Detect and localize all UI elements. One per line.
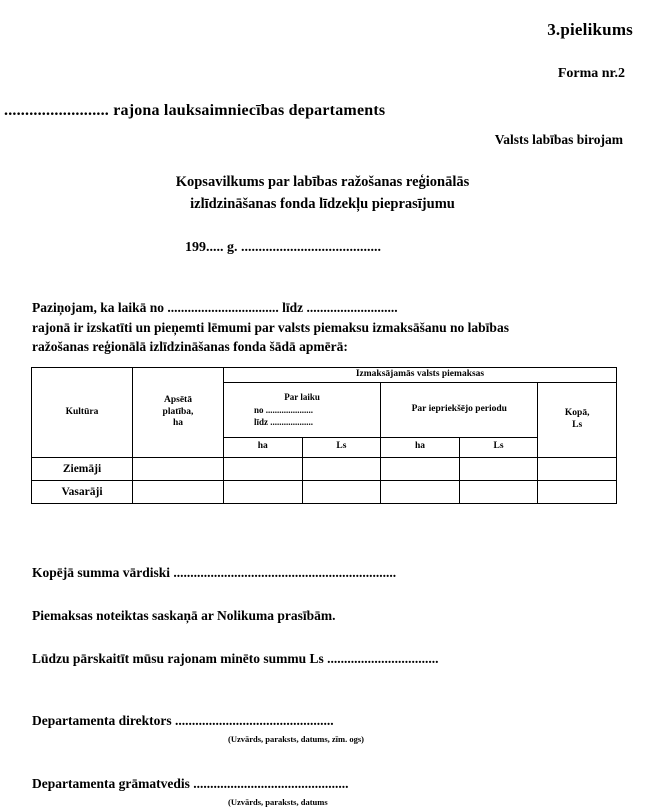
cell-total[interactable] xyxy=(538,457,617,480)
cell-ha-previous[interactable] xyxy=(381,480,460,503)
period-current-title: Par laiku xyxy=(284,391,320,402)
table-row xyxy=(32,480,617,503)
table-header-period-current xyxy=(224,382,381,437)
cell-ls-current[interactable] xyxy=(302,457,381,480)
director-signature-line: Departamenta direktors ............................................... xyxy=(32,713,334,728)
cell-ls-current[interactable] xyxy=(302,480,381,503)
cell-ls-previous[interactable] xyxy=(459,480,538,503)
department-line: ......................... rajona lauksaimniecības departaments xyxy=(4,102,386,119)
table-header-area: Apsētā platība, ha xyxy=(133,368,224,458)
cell-ls-previous[interactable] xyxy=(459,457,538,480)
table-header-total: Kopā, Ls xyxy=(538,382,617,457)
director-signature-hint: (Uzvārds, paraksts, datums, zīm. ogs) xyxy=(228,734,364,744)
table-header-unit-ha-current: ha xyxy=(224,437,303,457)
form-number: Forma nr.2 xyxy=(557,66,625,81)
page-title-line1: Kopsavilkums par labības ražošanas reģionālās xyxy=(175,174,470,190)
row-label-winter-crops: Ziemāji xyxy=(32,457,133,480)
intro-paragraph-line1: Paziņojam, ka laikā no ................................. līdz ........................... xyxy=(32,300,398,315)
table-header-culture: Kultūra xyxy=(32,368,133,458)
cell-ha-previous[interactable] xyxy=(381,457,460,480)
note-line: Piemaksas noteiktas saskaņā ar Nolikuma prasībām. xyxy=(32,608,336,623)
accountant-signature-line: Departamenta grāmatvedis .............................................. xyxy=(32,776,349,791)
period-current-from: no ..................... xyxy=(254,404,314,415)
accountant-signature-hint: (Uzvārds, paraksts, datums xyxy=(228,797,328,807)
cell-area[interactable] xyxy=(133,457,224,480)
addressee-line: Valsts labības birojam xyxy=(494,132,623,147)
intro-paragraph-line2: rajonā ir izskatīti un pieņemti lēmumi par valsts piemaksu izmaksāšanu no labības xyxy=(32,319,509,335)
appendix-label: 3.pielikums xyxy=(547,20,633,39)
table-header-row-1 xyxy=(32,368,617,383)
cell-area[interactable] xyxy=(133,480,224,503)
cell-total[interactable] xyxy=(538,480,617,503)
cell-ha-current[interactable] xyxy=(224,480,303,503)
payments-table xyxy=(31,367,617,504)
page-title xyxy=(0,172,645,216)
table-header-payments: Izmaksājamās valsts piemaksas xyxy=(224,368,617,383)
period-current-to: līdz ................... xyxy=(254,417,314,428)
year-field-line: 199..... g. ........................................ xyxy=(185,240,381,255)
page-title-line2: izlīdzināšanas fonda līdzekļu pieprasījumu xyxy=(190,195,455,212)
row-label-spring-crops: Vasarāji xyxy=(32,480,133,503)
transfer-request-line: Lūdzu pārskaitīt mūsu rajonam minēto summu Ls ................................. xyxy=(32,651,439,666)
intro-paragraph xyxy=(32,298,622,357)
total-sum-words-line: Kopējā summa vārdiski .................................................................. xyxy=(32,565,397,580)
table-row xyxy=(32,457,617,480)
table-header-unit-ha-previous: ha xyxy=(381,437,460,457)
cell-ha-current[interactable] xyxy=(224,457,303,480)
table-header-period-previous: Par iepriekšējo periodu xyxy=(381,382,538,437)
table-header-unit-ls-previous: Ls xyxy=(459,437,538,457)
table-header-unit-ls-current: Ls xyxy=(302,437,381,457)
intro-paragraph-line3: ražošanas reģionālā izlīdzināšanas fonda šādā apmērā: xyxy=(32,339,348,355)
